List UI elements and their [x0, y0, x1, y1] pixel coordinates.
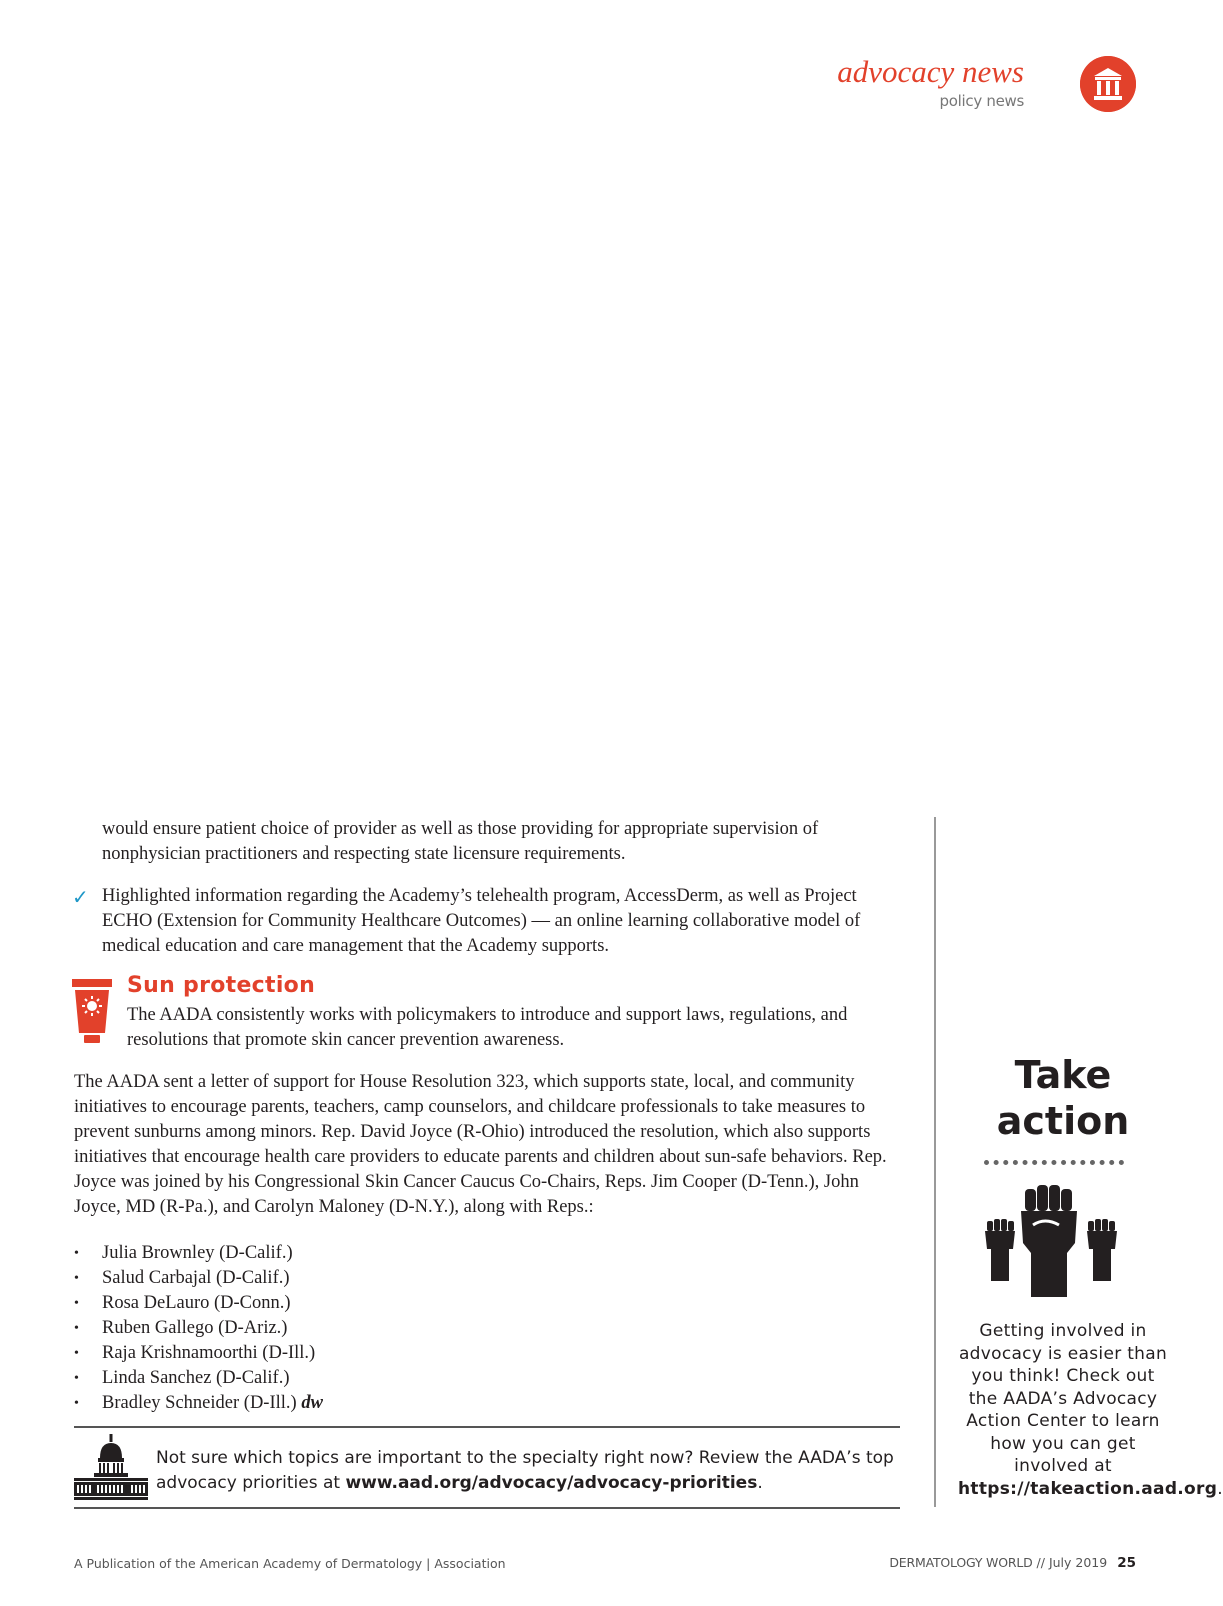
- list-item: • Rosa DeLauro (D-Conn.): [74, 1293, 291, 1313]
- footer-folio: DERMATOLOGY WORLD // July 2019 25: [889, 1555, 1136, 1571]
- dotted-divider: [984, 1160, 1124, 1165]
- institution-icon: [1080, 56, 1136, 112]
- list-item: • Raja Krishnamoorthi (D-Ill.): [74, 1343, 316, 1363]
- take-action-heading: Take action: [996, 1053, 1130, 1143]
- list-item: • Linda Sanchez (D-Calif.): [74, 1368, 290, 1388]
- list-item: • Julia Brownley (D-Calif.): [74, 1243, 293, 1263]
- issue-date: July 2019: [1048, 1555, 1108, 1570]
- sidebar-divider: [934, 817, 936, 1507]
- checkmark-icon: ✓: [72, 885, 89, 909]
- sun-protection-description: The AADA consistently works with policymakers to introduce and support laws, regulations, and resolutions that promote skin cancer prevention awareness.: [127, 1005, 848, 1050]
- end-mark: dw: [301, 1393, 323, 1413]
- raised-fists-icon: [985, 1185, 1117, 1297]
- section-title: advocacy news: [837, 54, 1024, 89]
- list-item: • Salud Carbajal (D-Calif.): [74, 1268, 290, 1288]
- list-item: • Bradley Schneider (D-Ill.) dw: [74, 1393, 323, 1413]
- letter-paragraph: The AADA sent a letter of support for House Resolution 323, which supports state, local, and community initiatives to encourage parents, teachers, camp counselors, and childcare professionals to take measures to prevent sunburns among minors. Rep. David Joyce (R-Ohio) introduced the resolution, which also supports initiatives that encourage health care providers to educate parents and children about sun-safe behaviors. Rep. Joyce was joined by his Congressional Skin Cancer Caucus Co-Chairs, Reps. Jim Cooper (D-Tenn.), John Joyce, MD (R-Pa.), and Carolyn Maloney (D-N.Y.), along with Reps.:: [74, 1072, 887, 1217]
- list-item: • Ruben Gallego (D-Ariz.): [74, 1318, 288, 1338]
- section-subtitle: policy news: [939, 92, 1024, 110]
- footer-publisher: A Publication of the American Academy of Dermatology | Association: [74, 1556, 506, 1571]
- advocacy-priorities-link[interactable]: www.aad.org/advocacy/advocacy-priorities: [345, 1473, 758, 1493]
- page-number: 25: [1117, 1555, 1136, 1571]
- take-action-text: Getting involved in advocacy is easier than you think! Check out the AADA’s Advocacy Action Center to learn how you can get involved at https://takeaction.aad.org.: [958, 1321, 1223, 1499]
- takeaction-link[interactable]: https://takeaction.aad.org: [958, 1478, 1218, 1499]
- sun-protection-heading: Sun protection: [127, 973, 316, 998]
- continued-paragraph: would ensure patient choice of provider as well as those providing for appropriate supervision of nonphysician practitioners and respecting state licensure requirements.: [102, 819, 819, 864]
- callout-top-rule: [74, 1426, 900, 1428]
- callout-bottom-rule: [74, 1507, 900, 1509]
- sunscreen-tube-icon: [72, 979, 112, 1043]
- callout-text: Not sure which topics are important to the specialty right now? Review the AADA’s top advocacy priorities at www.aad.org/advocacy/advocacy-priorities.: [156, 1448, 894, 1493]
- check-item: Highlighted information regarding the Academy’s telehealth program, AccessDerm, as well as Project ECHO (Extension for Community Healthcare Outcomes) — an online learning collaborative model of medical education and care management that the Academy supports.: [102, 886, 861, 956]
- representatives-list: [74, 1241, 323, 1416]
- publication-name: DERMATOLOGY WORLD: [889, 1555, 1033, 1570]
- capitol-building-icon: [74, 1434, 148, 1500]
